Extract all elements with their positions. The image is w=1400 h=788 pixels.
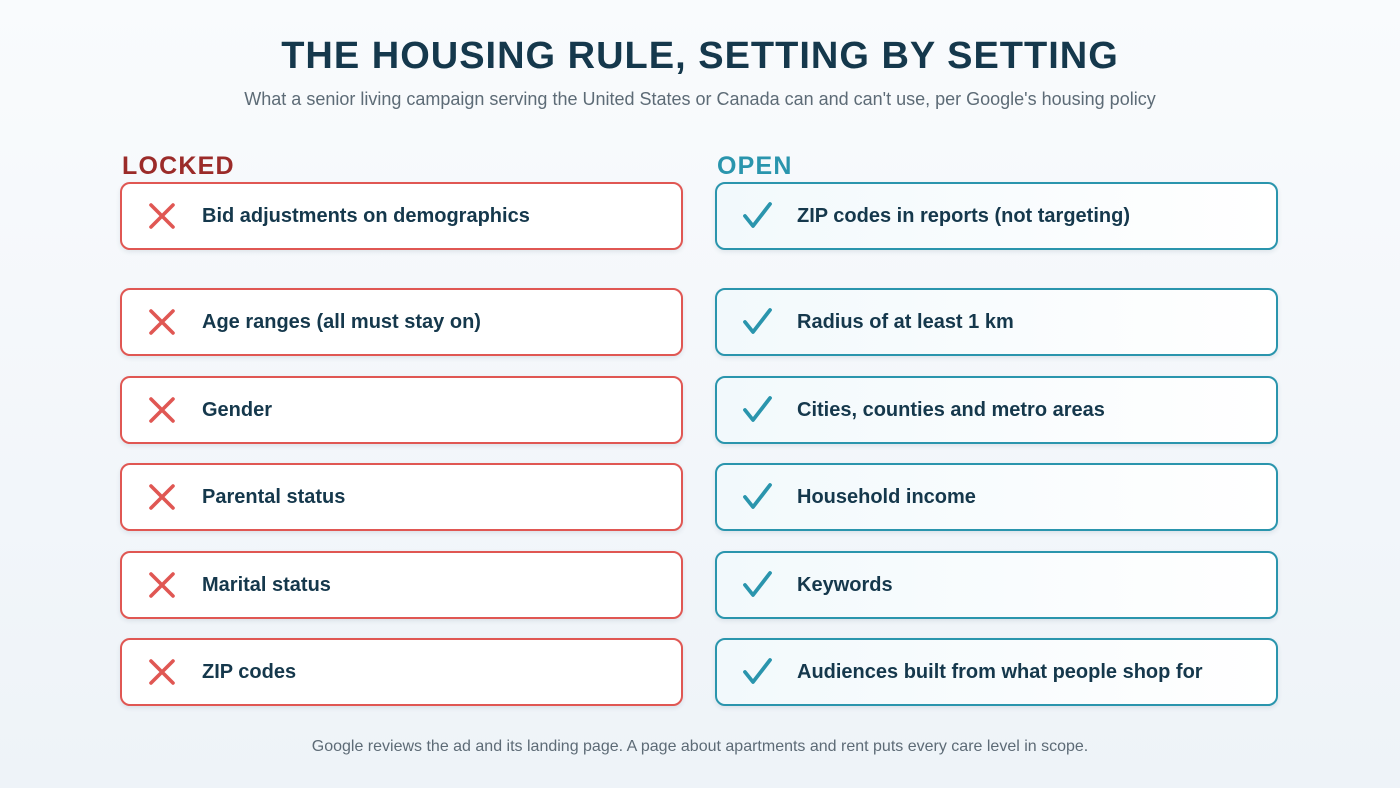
open-column — [715, 150, 1278, 683]
x-icon — [147, 307, 177, 337]
open-item — [715, 288, 1278, 356]
open-item-label: Cities, counties and metro areas — [797, 398, 1105, 421]
x-icon — [147, 482, 177, 512]
locked-item — [120, 376, 683, 444]
x-icon — [147, 570, 177, 600]
open-heading: OPEN — [717, 152, 793, 180]
locked-item — [120, 288, 683, 356]
locked-item — [120, 551, 683, 619]
locked-item — [120, 638, 683, 706]
locked-item-label: ZIP codes — [202, 660, 297, 683]
open-item-label: ZIP codes in reports (not targeting) — [797, 204, 1130, 227]
open-item — [715, 638, 1278, 706]
check-icon — [742, 570, 772, 600]
locked-item-label: Marital status — [202, 573, 331, 596]
locked-item — [120, 182, 683, 250]
check-icon — [742, 201, 772, 231]
x-icon — [147, 657, 177, 687]
check-icon — [742, 307, 772, 337]
locked-item — [120, 463, 683, 531]
locked-column — [120, 150, 683, 683]
open-item — [715, 376, 1278, 444]
locked-heading: LOCKED — [122, 152, 235, 180]
locked-item-label: Bid adjustments on demographics — [202, 204, 530, 227]
locked-item-label: Gender — [202, 398, 273, 421]
page-title: THE HOUSING RULE, SETTING BY SETTING — [281, 35, 1119, 77]
check-icon — [742, 395, 772, 425]
open-item-label: Keywords — [797, 573, 893, 596]
locked-item-label: Parental status — [202, 485, 346, 508]
open-item-label: Household income — [797, 485, 976, 508]
open-item-label: Audiences built from what people shop for — [797, 660, 1203, 683]
open-item — [715, 182, 1278, 250]
open-item — [715, 551, 1278, 619]
x-icon — [147, 201, 177, 231]
footer-note: Google reviews the ad and its landing page. A page about apartments and rent puts every care level in scope. — [311, 738, 1089, 755]
check-icon — [742, 482, 772, 512]
check-icon — [742, 657, 772, 687]
x-icon — [147, 395, 177, 425]
locked-item-label: Age ranges (all must stay on) — [202, 310, 481, 333]
open-item-label: Radius of at least 1 km — [797, 310, 1014, 333]
page-subtitle: What a senior living campaign serving the United States or Canada can and can't use, per Google's housing policy — [244, 89, 1156, 109]
open-item — [715, 463, 1278, 531]
